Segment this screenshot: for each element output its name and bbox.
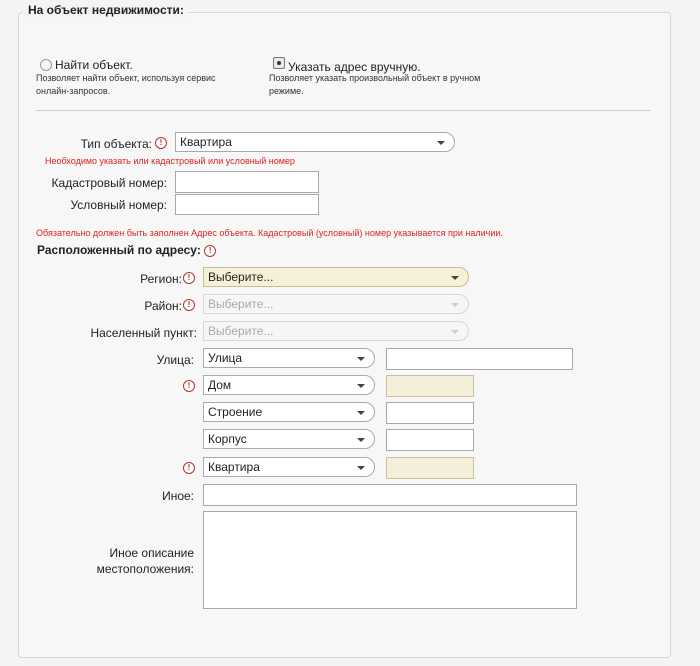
apartment-input[interactable]: [386, 457, 474, 479]
other-description-textarea[interactable]: [203, 511, 577, 609]
divider: [36, 110, 651, 111]
region-select[interactable]: [203, 267, 469, 287]
object-type-label: Тип объекта:: [80, 137, 152, 151]
street-input[interactable]: [386, 348, 573, 370]
district-label: Район:: [144, 299, 182, 313]
locality-select[interactable]: [203, 321, 469, 341]
chevron-down-icon: [357, 357, 365, 361]
locality-value: Выберите...: [208, 324, 274, 338]
chevron-down-icon: [357, 384, 365, 388]
conditional-number-label: Условный номер:: [70, 198, 167, 212]
cadastral-number-label: Кадастровый номер:: [51, 176, 167, 190]
locality-label: Населенный пункт:: [90, 326, 197, 340]
chevron-down-icon: [451, 303, 459, 307]
chevron-down-icon: [357, 466, 365, 470]
find-object-radio[interactable]: [40, 59, 52, 71]
building-type-value: Строение: [208, 405, 263, 419]
object-type-value: Квартира: [180, 135, 232, 149]
address-heading-text: Расположенный по адресу:: [37, 243, 201, 257]
info-icon[interactable]: !: [183, 299, 195, 311]
building-input[interactable]: [386, 402, 474, 424]
chevron-down-icon: [451, 276, 459, 280]
street-type-value: Улица: [208, 351, 243, 365]
chevron-down-icon: [357, 411, 365, 415]
manual-address-title: Указать адрес вручную.: [288, 60, 421, 74]
manual-address-radio[interactable]: [273, 57, 285, 69]
error-address-message: Обязательно должен быть заполнен Адрес объекта. Кадастровый (условный) номер указывается при наличии.: [36, 228, 503, 238]
district-value: Выберите...: [208, 297, 274, 311]
info-icon[interactable]: !: [183, 462, 195, 474]
manual-address-desc-line2: режиме.: [269, 86, 304, 96]
object-type-select[interactable]: [175, 132, 455, 152]
chevron-down-icon: [357, 438, 365, 442]
info-icon[interactable]: !: [183, 272, 195, 284]
other-description-label-line2: местоположения:: [96, 562, 194, 576]
street-label: Улица:: [156, 353, 194, 367]
building-type-select[interactable]: [203, 402, 375, 422]
region-value: Выберите...: [208, 270, 274, 284]
district-select[interactable]: [203, 294, 469, 314]
info-icon[interactable]: !: [155, 137, 167, 149]
manual-address-desc-line1: Позволяет указать произвольный объект в ручном: [269, 73, 481, 83]
other-description-label-line1: Иное описание: [109, 546, 194, 560]
conditional-number-input[interactable]: [175, 194, 319, 215]
info-icon[interactable]: !: [204, 245, 216, 257]
region-label: Регион:: [140, 272, 182, 286]
street-type-select[interactable]: [203, 348, 375, 368]
house-type-select[interactable]: [203, 375, 375, 395]
info-icon[interactable]: !: [183, 380, 195, 392]
other-input[interactable]: [203, 484, 577, 506]
apartment-type-select[interactable]: [203, 457, 375, 477]
korpus-input[interactable]: [386, 429, 474, 451]
find-object-title: Найти объект.: [55, 58, 133, 72]
fieldset-legend: На объект недвижимости:: [23, 3, 189, 17]
error-number-message: Необходимо указать или кадастровый или условный номер: [45, 156, 295, 166]
address-heading: [37, 243, 216, 257]
korpus-type-value: Корпус: [208, 432, 247, 446]
apartment-type-value: Квартира: [208, 460, 260, 474]
house-type-value: Дом: [208, 378, 232, 392]
chevron-down-icon: [451, 330, 459, 334]
chevron-down-icon: [437, 141, 445, 145]
korpus-type-select[interactable]: [203, 429, 375, 449]
other-label: Иное:: [162, 489, 194, 503]
house-input[interactable]: [386, 375, 474, 397]
find-object-desc-line1: Позволяет найти объект, используя сервис: [36, 73, 216, 83]
cadastral-number-input[interactable]: [175, 171, 319, 193]
find-object-desc-line2: онлайн-запросов.: [36, 86, 111, 96]
